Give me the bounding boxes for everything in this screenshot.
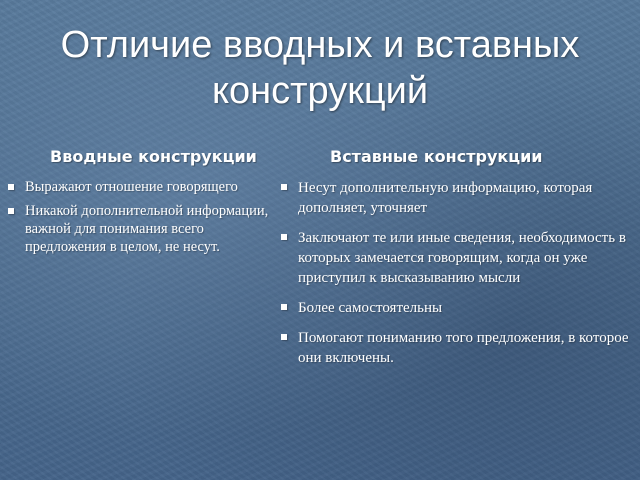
list-item-text: Более самостоятельны <box>298 300 443 316</box>
list-item-text: Выражают отношение говорящего <box>25 179 238 195</box>
square-bullet-icon <box>8 184 14 190</box>
list-item <box>279 328 631 368</box>
left-bullet-list <box>6 178 278 256</box>
list-item <box>279 178 631 218</box>
square-bullet-icon <box>281 184 287 190</box>
square-bullet-icon <box>281 334 287 340</box>
right-column <box>279 178 631 378</box>
right-column-heading: Вставные конструкции <box>330 147 543 166</box>
slide-title-line-1: Отличие вводных и вставных <box>60 24 580 66</box>
list-item-text: Заключают те или иные сведения, необходимость в которых замечается говорящим, когда он уже приступил к высказыванию мысли <box>298 230 626 286</box>
list-item <box>6 178 278 196</box>
list-item-text: Несут дополнительную информацию, которая дополняет, уточняет <box>298 180 593 216</box>
slide-title <box>0 22 640 114</box>
list-item <box>6 202 278 256</box>
slide-title-line-2: конструкций <box>211 70 429 112</box>
left-column <box>6 178 278 262</box>
left-column-heading: Вводные конструкции <box>50 147 257 166</box>
square-bullet-icon <box>281 304 287 310</box>
list-item <box>279 298 631 318</box>
list-item-text: Помогают пониманию того предложения, в которое они включены. <box>298 330 629 366</box>
right-bullet-list <box>279 178 631 368</box>
square-bullet-icon <box>281 234 287 240</box>
list-item <box>279 228 631 288</box>
list-item-text: Никакой дополнительной информации, важной для понимания всего предложения в целом, не несут. <box>25 203 269 255</box>
square-bullet-icon <box>8 208 14 214</box>
